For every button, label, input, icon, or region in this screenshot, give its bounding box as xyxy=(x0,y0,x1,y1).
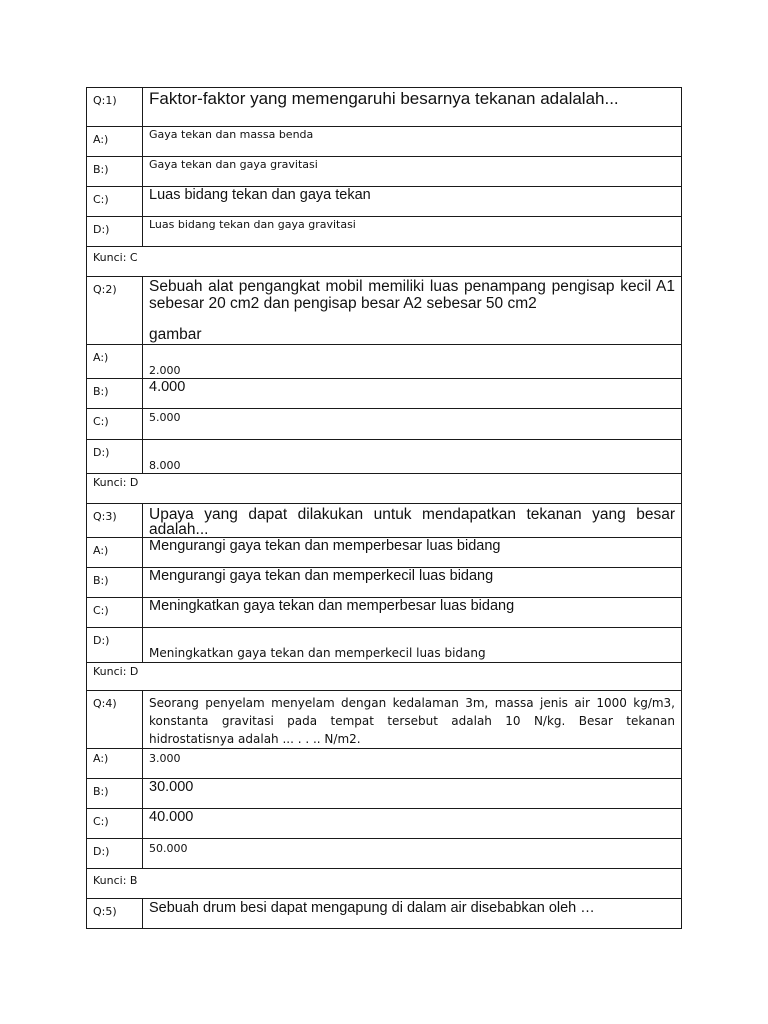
option-label: D:) xyxy=(87,628,143,663)
answer-key-row xyxy=(87,247,682,277)
question-label: Q:2) xyxy=(87,277,143,345)
option-label: C:) xyxy=(87,187,143,217)
option-text: Meningkatkan gaya tekan dan memperkecil luas bidang xyxy=(149,646,486,660)
option-text: 2.000 xyxy=(149,364,181,377)
option-text: Mengurangi gaya tekan dan memperbesar luas bidang xyxy=(149,538,501,554)
option-label: D:) xyxy=(87,839,143,869)
option-label: A:) xyxy=(87,538,143,568)
question-table xyxy=(86,87,682,929)
answer-key: Kunci: D xyxy=(87,474,682,504)
option-row xyxy=(87,440,682,474)
question-text: Sebuah drum besi dapat mengapung di dalam air disebabkan oleh … xyxy=(149,900,595,916)
option-text: 30.000 xyxy=(149,779,194,795)
option-label: B:) xyxy=(87,157,143,187)
option-text: 50.000 xyxy=(149,842,188,855)
answer-key: Kunci: D xyxy=(87,663,682,691)
answer-key: Kunci: B xyxy=(87,869,682,899)
option-label: A:) xyxy=(87,345,143,379)
option-row xyxy=(87,568,682,598)
option-row xyxy=(87,379,682,409)
question-image-placeholder: gambar xyxy=(149,326,202,343)
option-label: B:) xyxy=(87,779,143,809)
question-label: Q:1) xyxy=(87,88,143,127)
option-row xyxy=(87,127,682,157)
question-label: Q:5) xyxy=(87,899,143,929)
option-text: Luas bidang tekan dan gaya gravitasi xyxy=(149,218,356,231)
option-text: Gaya tekan dan gaya gravitasi xyxy=(149,158,318,171)
answer-key-row xyxy=(87,663,682,691)
option-row xyxy=(87,628,682,663)
option-text: Mengurangi gaya tekan dan memperkecil luas bidang xyxy=(149,568,494,584)
option-text: 3.000 xyxy=(149,752,181,765)
option-row xyxy=(87,809,682,839)
option-text: 4.000 xyxy=(149,379,186,395)
option-text: 8.000 xyxy=(149,459,181,472)
option-row xyxy=(87,598,682,628)
option-text: Luas bidang tekan dan gaya tekan xyxy=(149,187,371,203)
option-text: 40.000 xyxy=(149,809,194,825)
option-label: A:) xyxy=(87,749,143,779)
question-label: Q:3) xyxy=(87,504,143,538)
question-text: Sebuah alat pengangkat mobil memiliki luas penampang pengisap kecil A1 sebesar 20 cm2 dan pengisap besar A2 sebesar 50 cm2 xyxy=(149,278,675,312)
option-label: D:) xyxy=(87,440,143,474)
question-row xyxy=(87,691,682,749)
option-label: C:) xyxy=(87,809,143,839)
option-row xyxy=(87,345,682,379)
option-row xyxy=(87,749,682,779)
question-text: Upaya yang dapat dilakukan untuk mendapatkan tekanan yang besar adalah... xyxy=(149,506,675,538)
option-label: D:) xyxy=(87,217,143,247)
option-row xyxy=(87,779,682,809)
question-text: Faktor-faktor yang memengaruhi besarnya tekanan adalalah... xyxy=(149,89,619,108)
question-row xyxy=(87,88,682,127)
question-text: Seorang penyelam menyelam dengan kedalaman 3m, massa jenis air 1000 kg/m3, konstanta gravitasi pada tempat tersebut adalah 10 N/kg. Besar tekanan hidrostatisnya adalah ... . . .. N/m2. xyxy=(149,696,675,746)
option-text: Gaya tekan dan massa benda xyxy=(149,128,314,141)
answer-key-row xyxy=(87,869,682,899)
option-text: 5.000 xyxy=(149,411,181,424)
option-row xyxy=(87,187,682,217)
option-text: Meningkatkan gaya tekan dan memperbesar luas bidang xyxy=(149,598,515,614)
answer-key-row xyxy=(87,474,682,504)
option-label: C:) xyxy=(87,409,143,440)
question-row xyxy=(87,277,682,345)
option-label: B:) xyxy=(87,379,143,409)
option-label: A:) xyxy=(87,127,143,157)
option-row xyxy=(87,217,682,247)
option-row xyxy=(87,157,682,187)
answer-key: Kunci: C xyxy=(87,247,682,277)
question-row xyxy=(87,899,682,929)
option-label: C:) xyxy=(87,598,143,628)
option-row xyxy=(87,839,682,869)
question-row xyxy=(87,504,682,538)
option-row xyxy=(87,409,682,440)
option-row xyxy=(87,538,682,568)
question-label: Q:4) xyxy=(87,691,143,749)
option-label: B:) xyxy=(87,568,143,598)
